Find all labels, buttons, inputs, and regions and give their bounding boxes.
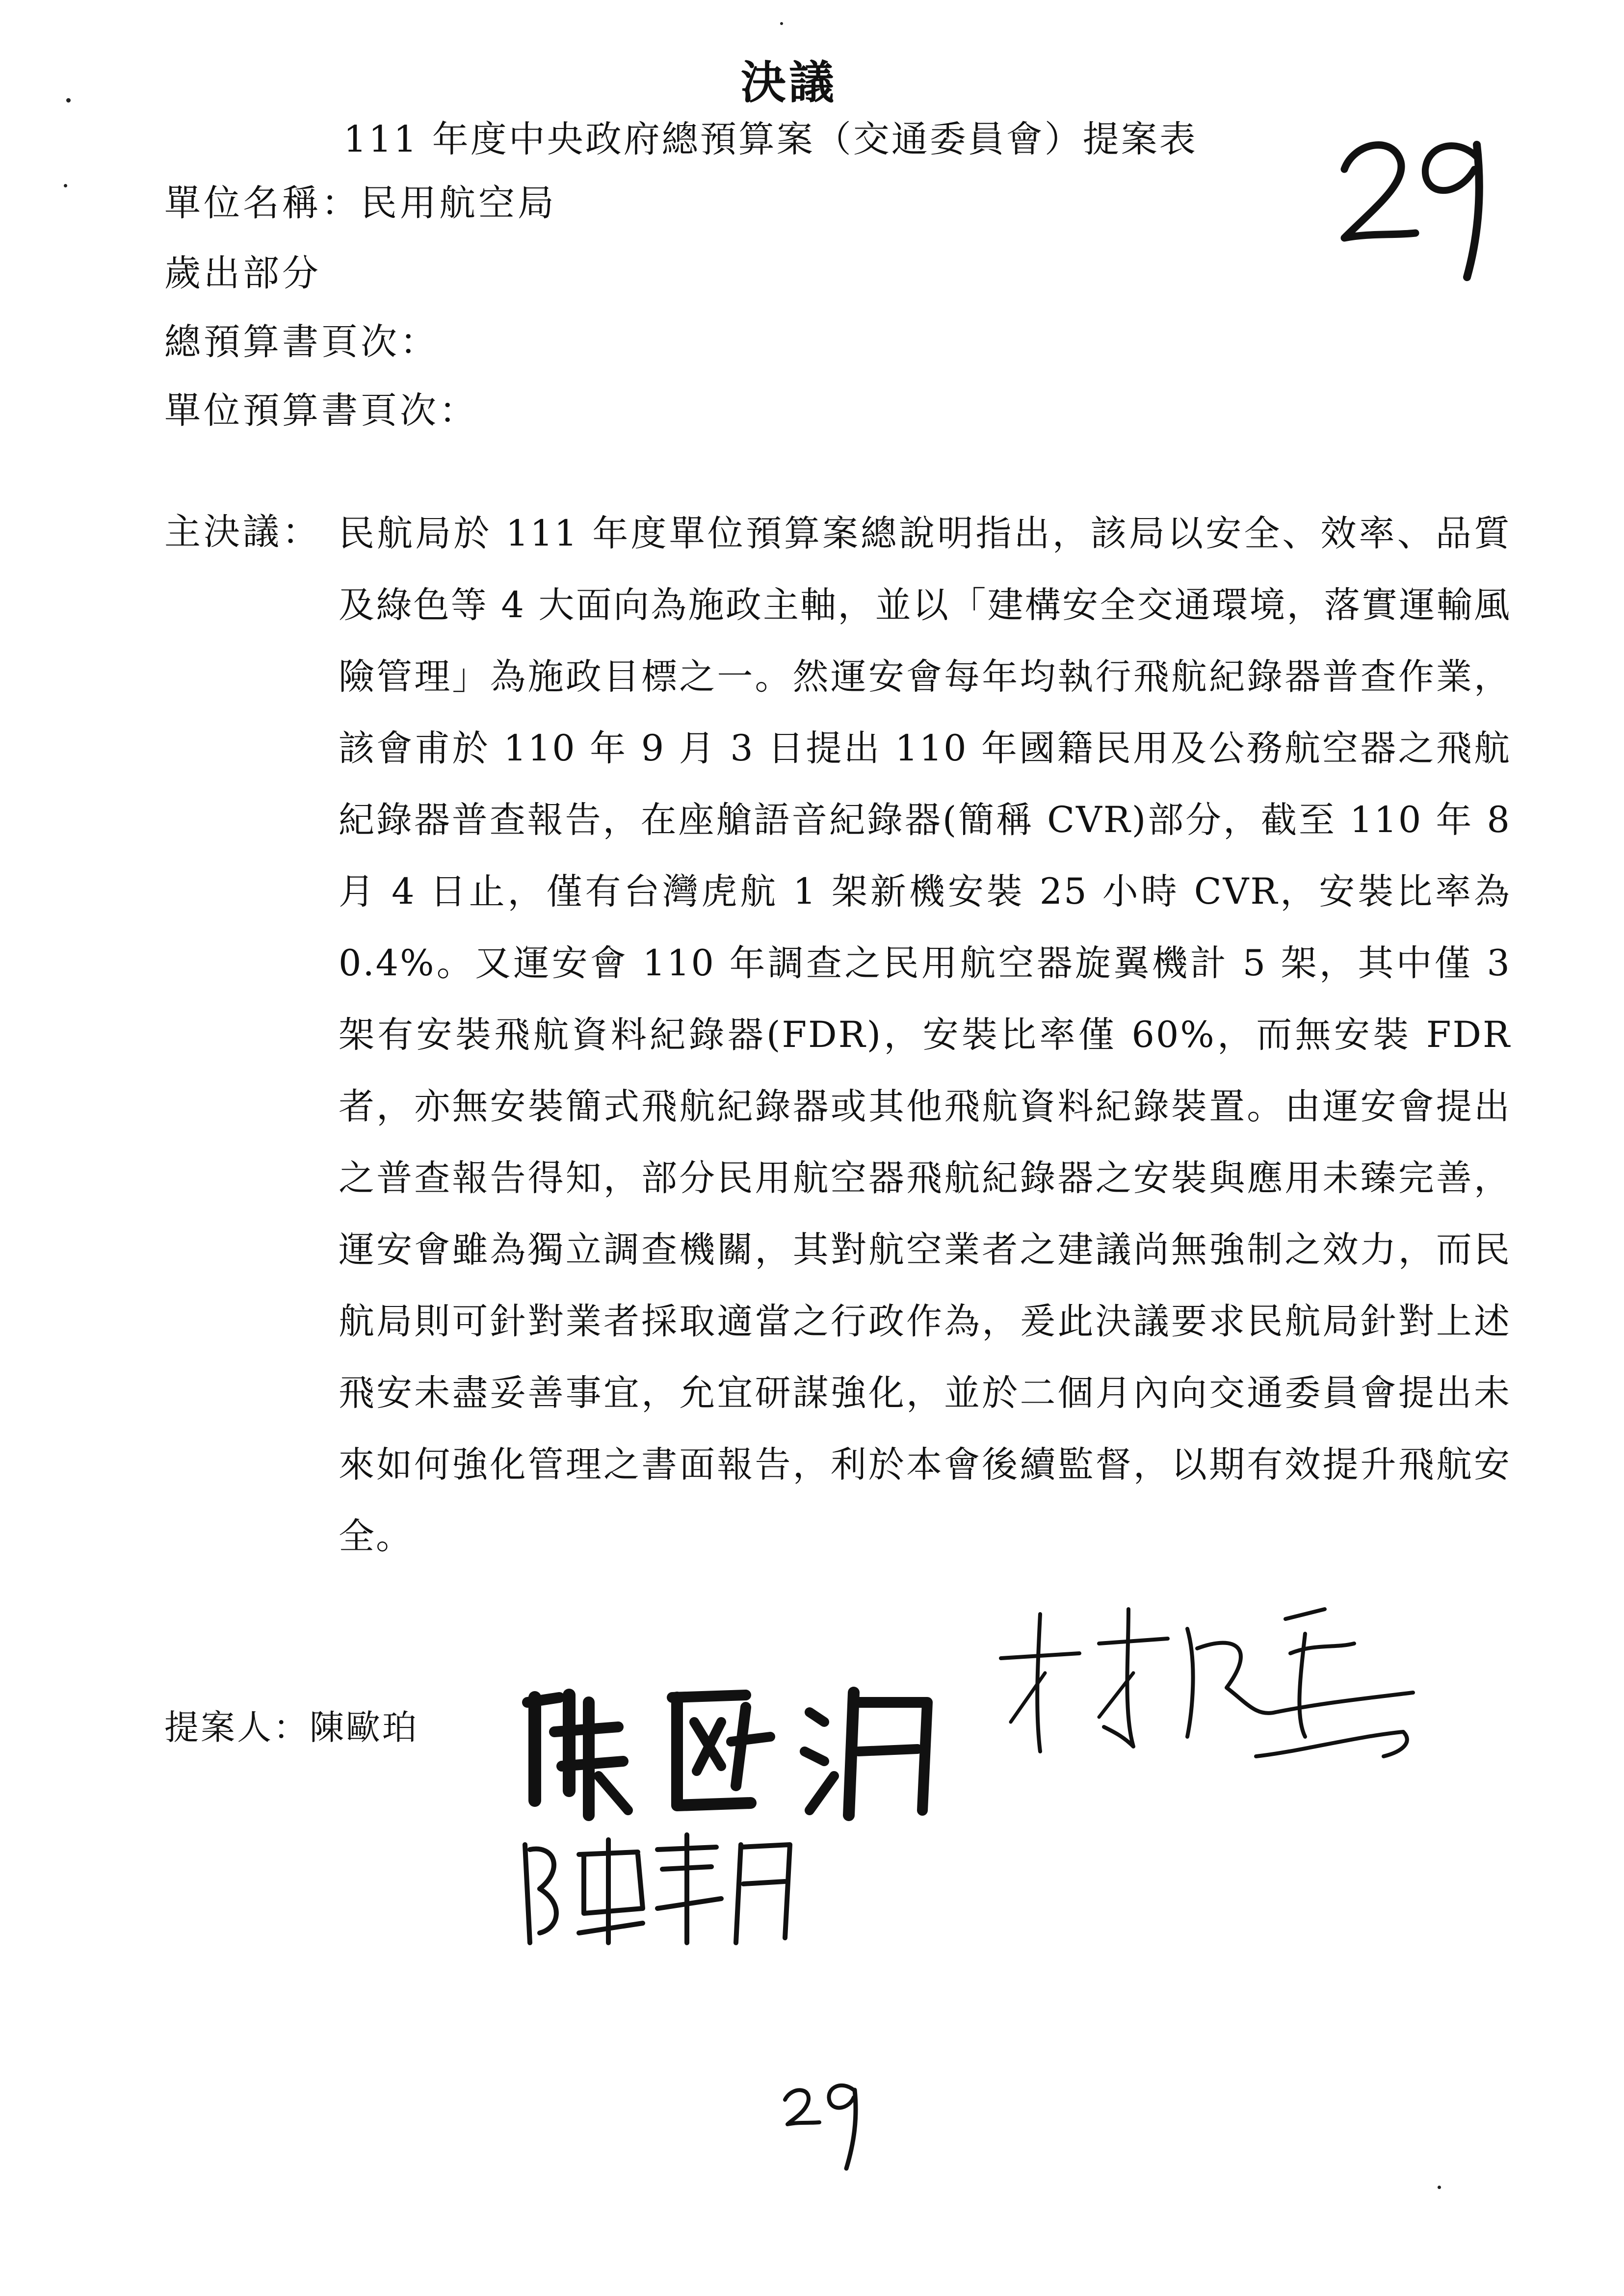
scan-speck bbox=[780, 22, 783, 25]
proposer-line: 提案人：陳歐珀 bbox=[164, 1707, 419, 1748]
handwritten-bottom-number bbox=[780, 2070, 864, 2173]
resolution-body: 民航局於 111 年度單位預算案總說明指出，該局以安全、效率、品質及綠色等 4 大面向為施政主軸，並以「建構安全交通環境，落實運輸風險管理」為施政目標之一。然運安會每年均執行飛航紀錄器普查作業，該會甫於 110 年 9 月 3 日提出 110 年國籍民用及公務航空器之飛航紀錄器普查報告，在座艙語音紀錄器(簡稱 CVR)部分，截至 110 年 8 月 4 日止，僅有台灣虎航 1 架新機安裝 25 小時 CVR，安裝比率為 0.4%。又運安會 110 年調查之民用航空器旋翼機計 5 架，其中僅 3 架有安裝飛航資料紀錄器(FDR)，安裝比率僅 60%，而無安裝 FDR 者，亦無安裝簡式飛航紀錄器或其他飛航資料紀錄裝置。由運安會提出之普查報告得知，部分民用航空器飛航紀錄器之安裝與應用未臻完善，運安會雖為獨立調查機關，其對航空業者之建議尚無強制之效力，而民航局則可針對業者採取適當之行政作為，爰此決議要求民航局針對上述飛安未盡妥善事宜，允宜研謀強化，並於二個月內向交通委員會提出未來如何強化管理之書面報告，利於本會後續監督，以期有效提升飛航安全。 bbox=[339, 513, 1511, 1557]
stamp-title: 決議 bbox=[741, 56, 838, 109]
handwritten-page-number bbox=[1335, 115, 1496, 302]
resolution-label: 主決議： bbox=[164, 511, 321, 553]
unit-budget-page-field: 單位預算書頁次： bbox=[164, 390, 478, 432]
form-title: 111 年度中央政府總預算案（交通委員會）提案表 bbox=[343, 118, 1198, 160]
total-budget-page-field: 總預算書頁次： bbox=[164, 321, 439, 363]
signature-1 bbox=[515, 1668, 947, 1830]
signature-2 bbox=[981, 1590, 1423, 1786]
scan-speck bbox=[64, 184, 67, 187]
section-field: 歲出部分 bbox=[164, 252, 321, 294]
unit-name-field: 單位名稱：民用航空局 bbox=[164, 182, 557, 224]
signature-3 bbox=[510, 1825, 805, 1953]
scan-speck bbox=[1438, 2186, 1441, 2189]
scan-speck bbox=[66, 98, 71, 103]
